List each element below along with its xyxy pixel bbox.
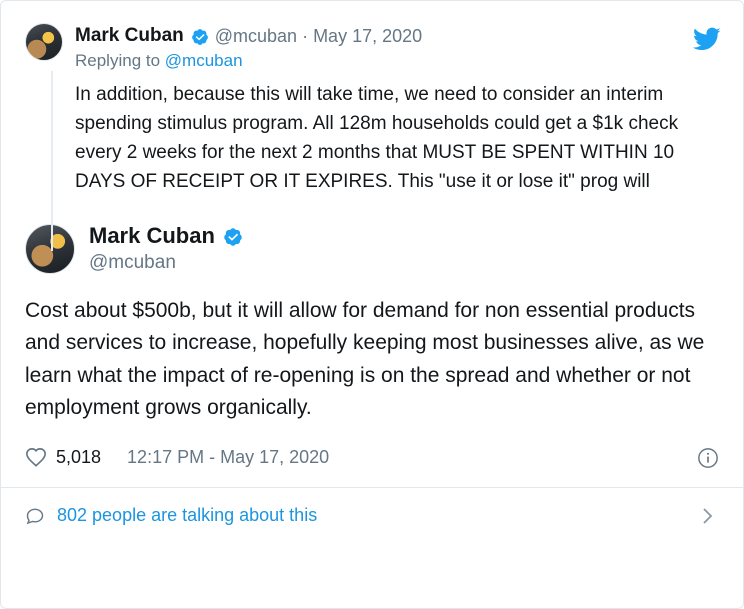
- avatar[interactable]: [25, 224, 75, 274]
- main-tweet-identity: [89, 223, 249, 275]
- tweet-footer[interactable]: [1, 488, 743, 544]
- main-tweet-header: [25, 223, 719, 275]
- parent-date[interactable]: May 17, 2020: [313, 25, 423, 46]
- tweet-meta-row: [1, 447, 743, 469]
- parent-tweet-text: In addition, because this will take time, we need to consider an interim spending stimulus program. All 128m households could get a $1k check every 2 weeks for the next 2 months that MUST BE SPENT WITHIN 10 DAYS OF RECEIPT OR IT EXPIRES. This "use it or lose it" prog will: [75, 84, 679, 192]
- avatar[interactable]: [25, 23, 63, 61]
- replying-to-handle-link[interactable]: @mcuban: [164, 50, 243, 70]
- parent-tweet-header: [25, 23, 719, 71]
- replying-to-label: Replying to: [75, 50, 161, 70]
- parent-tweet-identity: [75, 23, 422, 71]
- like-count: 5,018: [56, 447, 102, 468]
- replying-to-line: [75, 50, 422, 71]
- info-circle-icon[interactable]: [697, 447, 719, 469]
- verified-badge-icon: [223, 227, 243, 247]
- comment-icon: [25, 506, 45, 526]
- verified-badge-icon: [191, 28, 209, 46]
- people-talking-link[interactable]: 802 people are talking about this: [57, 505, 318, 526]
- main-tweet-text: Cost about $500b, but it will allow for demand for non essential products and services to increase, hopefully keeping most businesses alive, as we learn what the impact of re-opening is on the spread and whether or not employment grows organically.: [25, 298, 705, 420]
- chevron-right-icon[interactable]: [695, 504, 719, 528]
- heart-icon[interactable]: [25, 447, 47, 469]
- main-handle[interactable]: @mcuban: [89, 251, 176, 273]
- main-tweet: [1, 223, 743, 425]
- parent-tweet: [1, 1, 743, 197]
- tweet-timestamp[interactable]: 12:17 PM - May 17, 2020: [127, 447, 330, 468]
- like-stat[interactable]: [25, 447, 101, 469]
- thread-connector-line: [51, 71, 53, 251]
- parent-separator: ·: [302, 25, 309, 46]
- parent-handle[interactable]: @mcuban: [214, 25, 298, 46]
- parent-display-name[interactable]: Mark Cuban: [75, 25, 184, 46]
- main-display-name[interactable]: Mark Cuban: [89, 222, 215, 248]
